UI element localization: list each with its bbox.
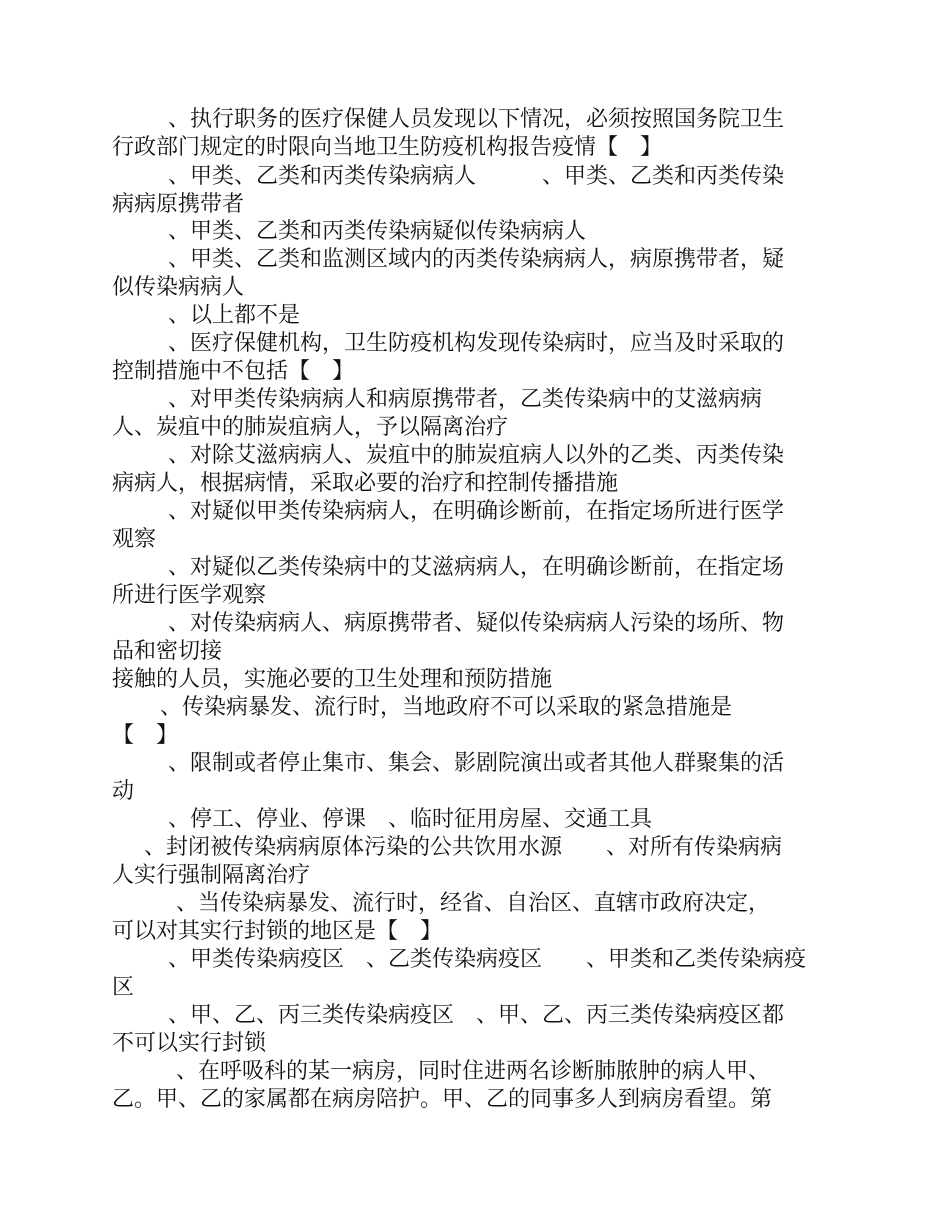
text-line: 、甲类传染病疫区 、乙类传染病疫区 、甲类和乙类传染病疫 — [168, 947, 807, 972]
text-line: 、甲类、乙类和丙类传染病病人 、甲类、乙类和丙类传染 — [168, 164, 785, 189]
text-line: 可以对其实行封锁的地区是【 】 — [112, 919, 443, 944]
text-line: 所进行医学观察 — [112, 583, 267, 608]
text-line: 、甲、乙、丙三类传染病疫区 、甲、乙、丙三类传染病疫区都 — [168, 1003, 785, 1028]
text-line: 观察 — [112, 527, 157, 552]
text-line: 接触的人员，实施必要的卫生处理和预防措施 — [112, 667, 553, 692]
text-line: 、以上都不是 — [168, 303, 301, 328]
text-line: 人实行强制隔离治疗 — [112, 863, 311, 888]
text-line: 不可以实行封锁 — [112, 1031, 267, 1056]
text-line: 动 — [112, 779, 135, 804]
text-line: 、对疑似甲类传染病病人，在明确诊断前，在指定场所进行医学 — [168, 499, 785, 524]
text-line: 病病人，根据病情，采取必要的治疗和控制传播措施 — [112, 471, 619, 496]
text-line: 人、炭疽中的肺炭疽病人，予以隔离治疗 — [112, 415, 509, 440]
text-line: 、当传染病暴发、流行时，经省、自治区、直辖市政府决定， — [176, 891, 771, 916]
text-line: 似传染病病人 — [112, 275, 245, 300]
text-line: 、停工、停业、停课 、临时征用房屋、交通工具 — [168, 807, 653, 832]
text-line: 控制措施中不包括【 】 — [112, 359, 355, 384]
text-line: 乙。甲、乙的家属都在病房陪护。甲、乙的同事多人到病房看望。第 — [112, 1087, 773, 1112]
text-line: 、封闭被传染病病原体污染的公共饮用水源 、对所有传染病病 — [144, 835, 783, 860]
text-line: 、在呼吸科的某一病房，同时住进两名诊断肺脓肿的病人甲、 — [176, 1059, 771, 1084]
text-line: 、医疗保健机构，卫生防疫机构发现传染病时，应当及时采取的 — [168, 331, 785, 356]
text-line: 、对传染病病人、病原携带者、疑似传染病病人污染的场所、物 — [168, 611, 785, 636]
text-line: 行政部门规定的时限向当地卫生防疫机构报告疫情【 】 — [112, 135, 663, 160]
text-line: 、甲类、乙类和丙类传染病疑似传染病病人 — [168, 219, 587, 244]
text-line: 、传染病暴发、流行时，当地政府不可以采取的紧急措施是 — [160, 695, 733, 720]
text-line: 、对除艾滋病病人、炭疽中的肺炭疽病人以外的乙类、丙类传染 — [168, 443, 785, 468]
text-line: 、甲类、乙类和监测区域内的丙类传染病病人，病原携带者，疑 — [168, 247, 785, 272]
text-line: 、限制或者停止集市、集会、影剧院演出或者其他人群聚集的活 — [168, 751, 785, 776]
text-line: 病病原携带者 — [112, 192, 245, 217]
text-line: 品和密切接 — [112, 639, 223, 664]
text-line: 、对甲类传染病病人和病原携带者，乙类传染病中的艾滋病病 — [168, 387, 763, 412]
text-line: 、执行职务的医疗保健人员发现以下情况，必须按照国务院卫生 — [168, 107, 785, 132]
text-line: 区 — [112, 975, 135, 1000]
text-line: 【 】 — [112, 723, 179, 748]
text-line: 、对疑似乙类传染病中的艾滋病病人，在明确诊断前，在指定场 — [168, 555, 785, 580]
